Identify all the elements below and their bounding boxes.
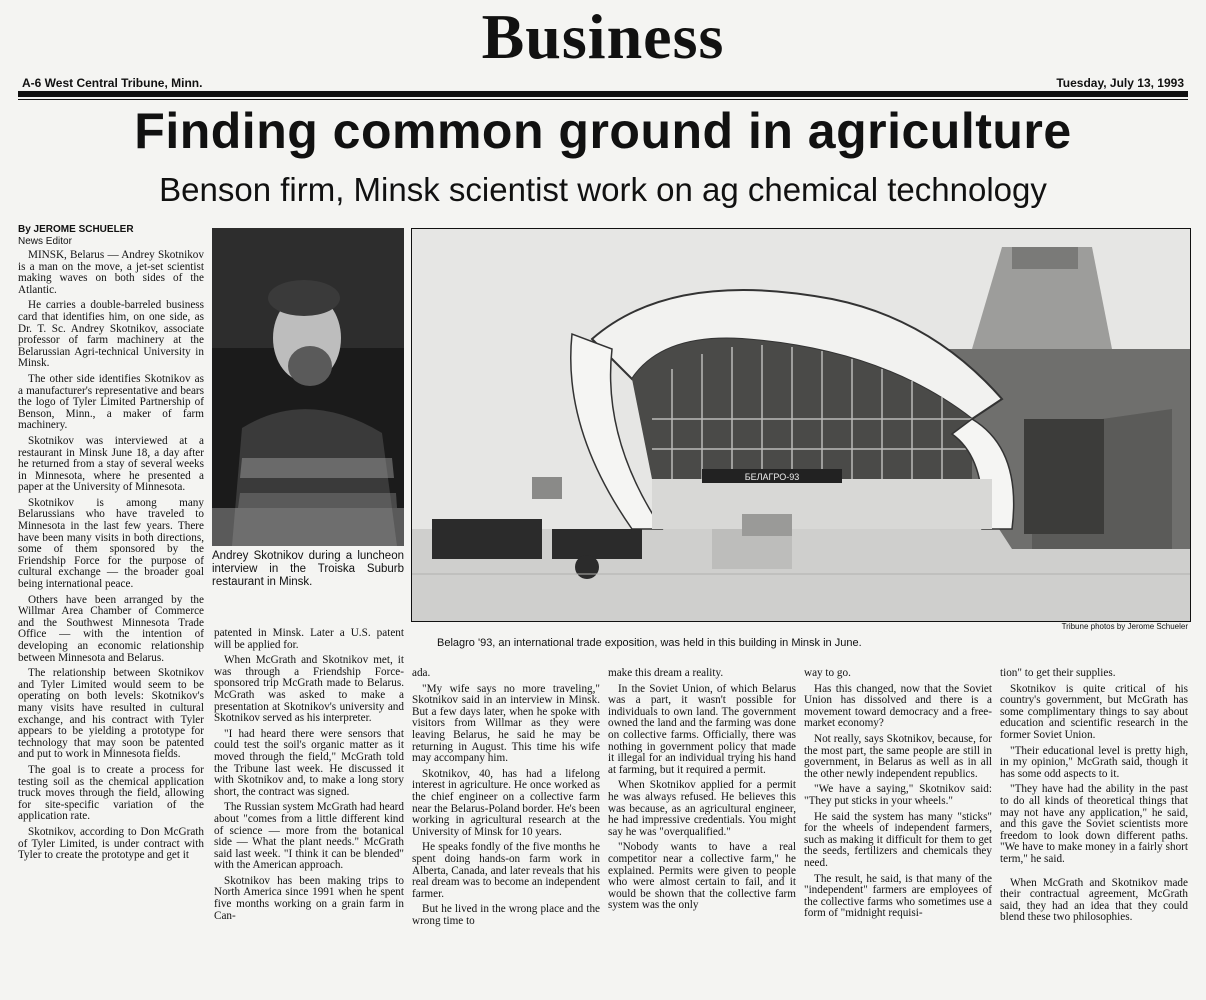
article-column-6 [1000,668,1188,982]
paragraph: The goal is to create a process for testing soil as the chemical application truck moves through the field, allowing for site-specific variation of the application rate. [18,763,204,823]
sign-text: БЕЛАГРО-93 [744,472,800,482]
masthead-rule [18,91,1188,97]
paragraph: The Russian system McGrath had heard about "comes from a little different kind of science — more from the botanical side — What the plant needs." McGrath said last week. "I think it can be blended" with the American approach. [214,801,404,872]
photo-credit: Tribune photos by Jerome Schueler [1061,622,1188,631]
paragraph: make this dream a reality. [608,668,724,679]
paragraph: Not really, says Skotnikov, because, for the most part, the same people are still in government, in Belarus as well as in all the other newly independent republics. [804,732,992,780]
paragraph: "My wife says no more traveling," Skotnikov said in an interview in Minsk. But a few days later, when he spoke with visitors from Willmar as they were leaving Belarus, he said he may be returning in August. This time his wife may accompany him. [412,682,600,765]
paragraph: When McGrath and Skotnikov made their contractual agreement, McGrath said, they had an idea that they could blend these two philosophies. [1000,876,1188,924]
building-photo [411,228,1191,622]
paragraph: Skotnikov, according to Don McGrath of Tyler Limited, is under contract with Tyler to create the prototype and get it [18,825,204,862]
paragraph: "We have a saying," Skotnikov said: "They put sticks in your wheels." [804,783,992,807]
section-title: Business [481,1,725,72]
paragraph: Skotnikov is among many Belarussians who have traveled to Minnesota in the last few years. There have been many visits in both directions, some of them sponsored by the Friendship Force for the purpose of cultural exchange — the broader goal being international peace. [18,496,204,591]
byline-title: News Editor [18,236,72,247]
portrait-caption: Andrey Skotnikov during a luncheon interview in the Troiska Suburb restaurant in Minsk. [212,550,404,588]
paragraph: The relationship between Skotnikov and Tyler Limited would seem to be operating on both levels: Skotnikov's many visits have resulted in cultural exchange, and his contract with Tyler appears to be yielding a prototype for technology that may soon be patented and put to work in Minnesota fields. [18,667,204,761]
paragraph: The result, he said, is that many of the "independent" farmers are employees of the collective farms who sometimes use a form of "midnight requisi- [804,872,992,920]
paragraph: way to go. [804,668,851,679]
paragraph: MINSK, Belarus — Andrey Skotnikov is a man on the move, a jet-set scientist making waves on both sides of the Atlantic. [18,250,204,296]
paragraph: Skotnikov is quite critical of his country's government, but McGrath has some complimentary things to say about education and scientific research in the former Soviet Union. [1000,682,1188,741]
paragraph: In the Soviet Union, of which Belarus was a part, it wasn't possible for individuals to own land. The government owned the land and the farming was done on collective farms. Officially, there was nothing in government policy that made it illegal for an individual trying his hand at farming, but it required a permit. [608,682,796,776]
paragraph: He said the system has many "sticks" for the wheels of independent farmers, such as making it difficult for them to get the seeds, fertilizers and chemicals they need. [804,810,992,869]
paragraph: "Nobody wants to have a real competitor near a collective farm," he explained. Permits were given to people who were almost certain to fail, and it would be shown that the collective farm system was the only [608,841,796,912]
byline-name: By JEROME SCHUELER [18,224,134,235]
paragraph: ada. [412,668,431,679]
paragraph: When McGrath and Skotnikov met, it was through a Friendship Force-sponsored trip McGrath made to Belarus. McGrath was asked to make a presentation at Skotnikov's university and Skotnikov served as his interpreter. [214,654,404,725]
headline: Finding common ground in agriculture [134,103,1072,159]
paragraph: He carries a double-barreled business card that identifies him, on one side, as Dr. T. Sc. Andrey Skotnikov, associate professor of farm machinery at the Belarussian Agri-technical University in Minsk. [18,299,204,370]
byline [18,224,134,248]
subheadline: Benson firm, Minsk scientist work on ag chemical technology [159,171,1047,208]
paragraph: But he lived in the wrong place and the wrong time to [412,903,600,927]
paragraph: "Their educational level is pretty high, in my opinion," McGrath said, though it has some odd aspects to it. [1000,744,1188,780]
page-folio: A-6 West Central Tribune, Minn. [22,76,203,90]
paragraph: The other side identifies Skotnikov as a manufacturer's representative and bears the logo of Tyler Limited Partnership of Benson, Minn., a maker of farm machinery. [18,372,204,432]
paragraph: Skotnikov, 40, has had a lifelong interest in agriculture. He once worked as the chief engineer on a collective farm near the Belarus-Poland border. He's been working in agricultural research at the University of Minsk for 10 years. [412,767,600,838]
paragraph: Skotnikov has been making trips to North America since 1991 when he spent five months working on a grain farm in Can- [214,874,404,922]
article-column-2 [214,628,404,982]
paragraph: "They have had the ability in the past to do all kinds of theoretical things that may not have any application," he said, and this gave the Soviet scientists more freedom to look down different paths. "We have to make money in a fairly short term," he said. [1000,783,1188,865]
paragraph: When Skotnikov applied for a permit he was always refused. He believes this was because, as an agricultural engineer, he had impressive credentials. You might say he was "overqualified." [608,779,796,838]
article-column-5 [804,668,992,982]
paragraph: patented in Minsk. Later a U.S. patent will be applied for. [214,628,404,651]
building-caption: Belagro '93, an international trade exposition, was held in this building in Minsk in June. [437,637,862,649]
paragraph: tion" to get their supplies. [1000,668,1116,679]
article-column-1 [18,250,204,982]
portrait-photo [212,228,404,546]
article-column-4 [608,668,796,982]
paragraph: "I had heard there were sensors that could test the soil's organic matter as it moved through the field," McGrath told the Tribune last week. He discussed it with Skotnikov and, to make a long story short, the contract was signed. [214,727,404,798]
paragraph: He speaks fondly of the five months he spent doing hands-on farm work in Alberta, Canada, and later reveals that his real dream was to become an independent farmer. [412,841,600,900]
issue-date: Tuesday, July 13, 1993 [1056,76,1184,90]
paragraph: Has this changed, now that the Soviet Union has dissolved and there is a movement toward democracy and a free-market economy? [804,682,992,730]
paragraph: Skotnikov was interviewed at a restaurant in Minsk June 18, a day after he returned from a stay of several weeks in Minnesota, where he presented a paper at the University of Minnesota. [18,434,204,494]
paragraph: Others have been arranged by the Willmar Area Chamber of Commerce and the Southwest Minnesota Trade Office — with the intention of developing an economic relationship between Minnesota and Belarus. [18,593,204,664]
article-column-3 [412,668,600,982]
